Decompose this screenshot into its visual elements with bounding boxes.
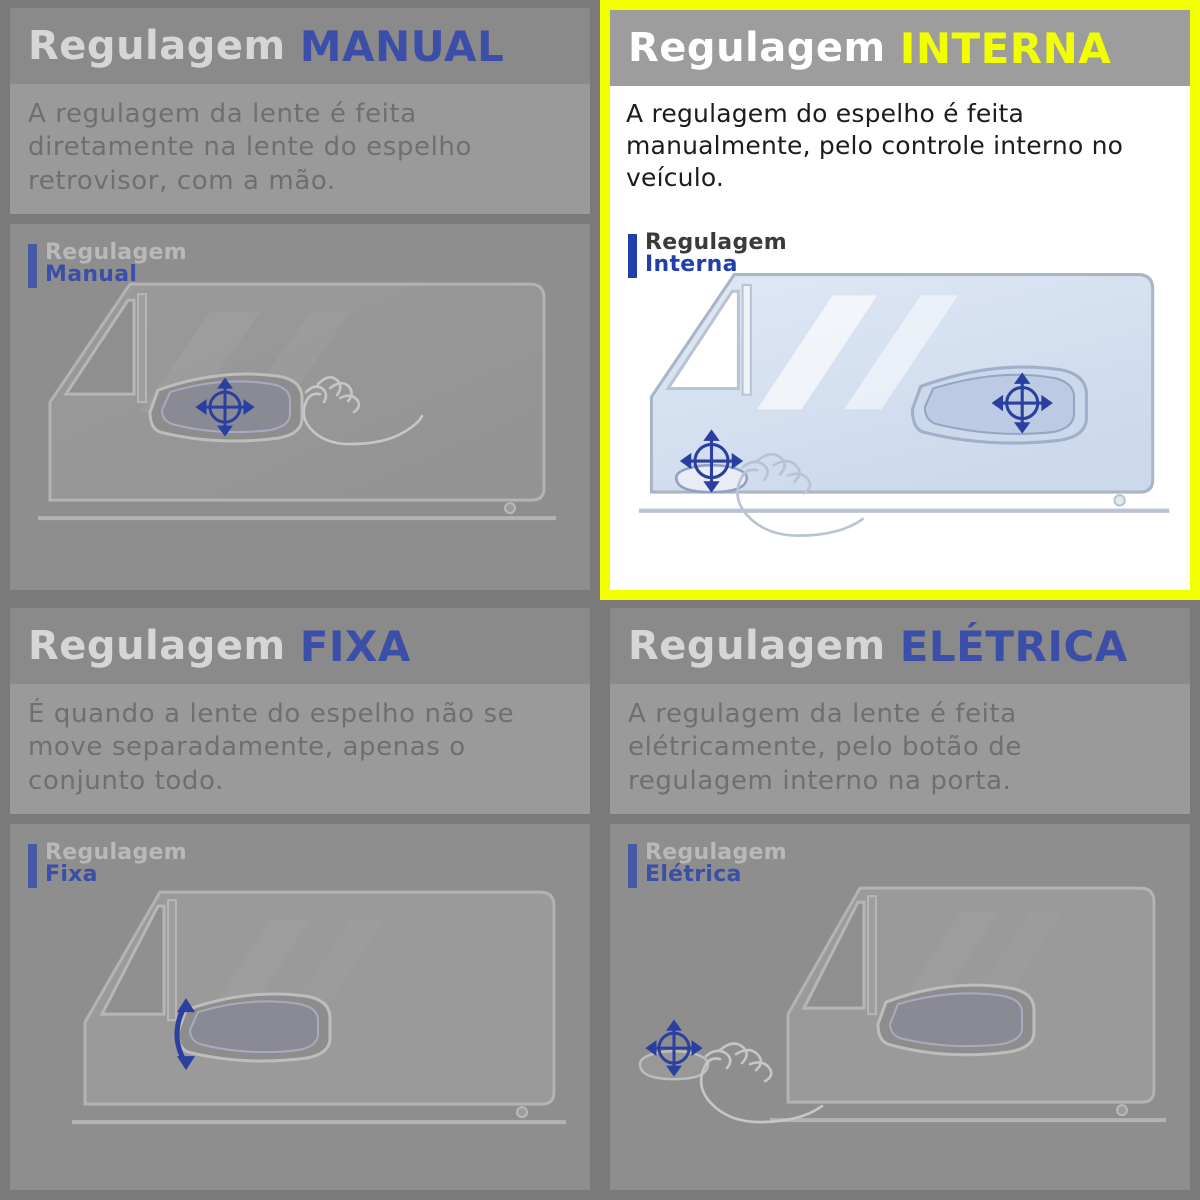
panel-fixa-figure-label [28, 839, 187, 888]
panel-manual-figure [10, 224, 590, 590]
panel-manual-title-bar [10, 8, 590, 84]
panel-fixa-description: É quando a lente do espelho não se move separadamente, apenas o conjunto todo. [10, 684, 590, 814]
figure-label-line2: Manual [45, 262, 138, 288]
panel-eletrica-description: A regulagem da lente é feita elétricamente, pelo botão de regulagem interno na porta. [610, 684, 1190, 814]
panel-fixa-figure [10, 824, 590, 1190]
panel-interna-title-accent: INTERNA [899, 23, 1112, 73]
panel-eletrica-title-bar [610, 608, 1190, 684]
figure-label-line1: Regulagem [645, 839, 787, 865]
panel-fixa-title-accent: FIXA [299, 621, 411, 671]
panel-interna-title-main: Regulagem [628, 25, 886, 71]
panel-manual-figure-label [28, 239, 187, 288]
panel-manual-title-accent: MANUAL [299, 21, 505, 71]
panel-manual-description: A regulagem da lente é feita diretamente na lente do espelho retrovisor, com a mão. [10, 84, 590, 214]
panel-interna-title-bar [610, 10, 1190, 86]
panel-interna-figure-label [628, 232, 787, 278]
panel-manual-title-main: Regulagem [28, 23, 286, 69]
figure-label-line1: Regulagem [45, 839, 187, 865]
panel-fixa-title-main: Regulagem [28, 623, 286, 669]
label-accent-bar [28, 244, 37, 288]
figure-label-line2: Elétrica [645, 862, 742, 888]
panel-eletrica-title-accent: ELÉTRICA [899, 621, 1128, 671]
panel-interna-description: A regulagem do espelho é feita manualmente, pelo controle interno no veículo. [610, 86, 1190, 208]
panel-eletrica-figure [610, 824, 1190, 1190]
label-accent-bar [28, 844, 37, 888]
panel-interna[interactable] [600, 0, 1200, 600]
panel-fixa[interactable] [0, 600, 600, 1200]
figure-label-line1: Regulagem [645, 230, 787, 255]
figure-label-line2: Fixa [45, 862, 98, 888]
panel-eletrica[interactable] [600, 600, 1200, 1200]
figure-label-line2: Interna [645, 252, 738, 278]
label-accent-bar [628, 234, 637, 278]
panel-fixa-title-bar [10, 608, 590, 684]
panel-eletrica-figure-label [628, 839, 787, 888]
label-accent-bar [628, 844, 637, 888]
panel-manual[interactable] [0, 0, 600, 600]
figure-label-line1: Regulagem [45, 239, 187, 265]
panel-interna-figure [610, 214, 1190, 590]
panel-eletrica-title-main: Regulagem [628, 623, 886, 669]
